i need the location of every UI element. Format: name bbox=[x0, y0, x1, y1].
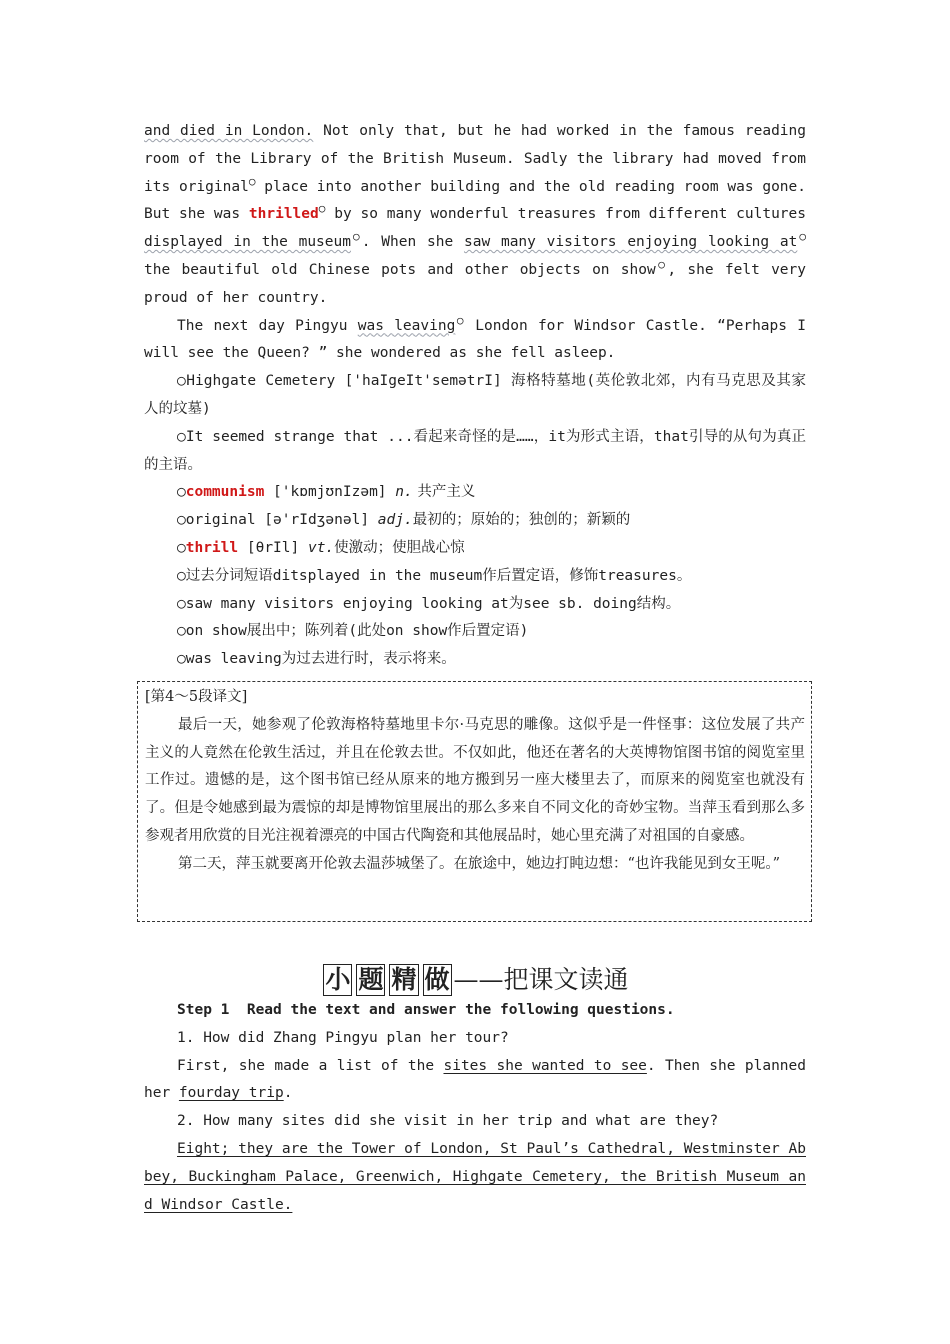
note-bullet: ○ bbox=[177, 539, 186, 556]
heading-char-2: 题 bbox=[358, 965, 384, 994]
answer-blank: sites she wanted to see bbox=[443, 1057, 647, 1074]
passage-text: The next day Pingyu bbox=[177, 317, 358, 334]
translation-paragraph-1: 最后一天，她参观了伦敦海格特墓地里卡尔·马克思的雕像。这似乎是一件怪事：这位发展了共产主义的人竟然在伦敦生活过，并且在伦敦去世。不仅如此，他还在著名的大英博物馆图书馆的阅览室里工作过。遗憾的是，这个图书馆已经从原来的地方搬到另一座大楼里去了，而原来的阅览室也就没有了。但是令她感到最为震惊的却是博物馆里展出的那么多来自不同文化的奇妙宝物。当萍玉看到那么多参观者用欣赏的目光注视着漂亮的中国古代陶瓷和其他展品时，她心里充满了对祖国的自豪感。 bbox=[145, 716, 805, 844]
question-1: 1. How did Zhang Pingyu plan her tour? bbox=[177, 1029, 509, 1046]
answer-text: . Then she planned her bbox=[144, 1057, 806, 1102]
note-highgate bbox=[144, 368, 806, 424]
note-marker: ○ bbox=[248, 174, 256, 188]
passage-text: Not only that, but he had worked in the famous reading room of the Library of the British Museum. Sadly the library had moved from its bbox=[144, 123, 806, 195]
note-text: 使激动；使胆战心惊 bbox=[334, 539, 465, 556]
note-text: ['kɒmjʊnIzəm] bbox=[264, 484, 396, 501]
note-bullet: ○ bbox=[177, 373, 187, 390]
translation-paragraph-2: 第二天，萍玉就要离开伦敦去温莎城堡了。在旅途中，她边打盹边想：“也许我能见到女王呢。” bbox=[178, 855, 781, 872]
keyword-thrilled: thrilled bbox=[248, 206, 319, 223]
note-keyword: communism bbox=[185, 484, 265, 501]
answer-blank: Eight; they are the Tower of London, St Paul’s Cathedral, Westminster Abbey, Buckingham Palace, Greenwich, Highgate Cemetery, the British Museum and Windsor Castle. bbox=[144, 1140, 806, 1213]
part-of-speech: n. bbox=[395, 484, 413, 501]
note-marker: ○ bbox=[797, 230, 806, 244]
exercise-section bbox=[144, 997, 806, 1219]
answer-blank: fourday trip bbox=[178, 1085, 284, 1102]
note-text: It seemed strange that ...看起来奇怪的是……，it为形式主语，that引导的从句为真正的主语。 bbox=[144, 428, 807, 473]
passage-paragraph-5 bbox=[144, 313, 806, 369]
note-text: was leaving为过去进行时，表示将来。 bbox=[185, 651, 456, 668]
note-bullet: ○ bbox=[177, 428, 186, 445]
note-it-seemed bbox=[144, 424, 806, 480]
note-text: Highgate Cemetery ['haIgeIt'semətrI] 海格特墓地(英伦敦北郊，内有马克思及其家人的坟墓) bbox=[144, 373, 806, 417]
passage-text: , she felt very proud of her country. bbox=[144, 261, 806, 306]
note-keyword: thrill bbox=[185, 539, 239, 556]
note-on-show bbox=[144, 618, 806, 646]
passage-text: place into another building and the old reading room was gone. But she was bbox=[144, 178, 806, 223]
part-of-speech: vt. bbox=[307, 539, 335, 556]
note-marker: ○ bbox=[318, 202, 326, 216]
note-text: 过去分词短语ditsplayed in the museum作后置定语，修饰treasures。 bbox=[185, 567, 692, 584]
note-displayed bbox=[144, 563, 806, 591]
answer-2 bbox=[144, 1136, 806, 1219]
note-bullet: ○ bbox=[177, 512, 186, 529]
passage-text: London for Windsor Castle. “Perhaps I will see the Queen? ” she wondered as she fell asleep. bbox=[144, 317, 806, 362]
note-text: 最初的；原始的；独创的；新颖的 bbox=[412, 512, 631, 529]
note-thrill bbox=[144, 535, 806, 563]
phrase-died-in-london: and died in London. bbox=[144, 123, 314, 139]
heading-subtitle: ——把课文读通 bbox=[453, 965, 629, 994]
note-bullet: ○ bbox=[177, 651, 186, 668]
translation-box bbox=[137, 681, 812, 922]
note-text: saw many visitors enjoying looking at为see sb. doing结构。 bbox=[185, 595, 681, 612]
question-2: 2. How many sites did she visit in her trip and what are they? bbox=[177, 1113, 719, 1130]
note-communism bbox=[144, 479, 806, 507]
note-marker: ○ bbox=[350, 230, 362, 244]
heading-char-1: 小 bbox=[325, 965, 351, 994]
passage bbox=[144, 118, 806, 674]
note-bullet: ○ bbox=[177, 595, 186, 612]
passage-text: . When she bbox=[361, 234, 464, 251]
word-original: original bbox=[178, 178, 249, 195]
note-bullet: ○ bbox=[177, 623, 186, 640]
part-of-speech: adj. bbox=[377, 512, 413, 529]
phrase-saw-visitors: saw many visitors enjoying looking at bbox=[463, 234, 798, 251]
note-text: original [ə'rIdʒənəl] bbox=[185, 512, 378, 529]
note-was-leaving bbox=[144, 646, 806, 674]
phrase-displayed: displayed in the museum bbox=[144, 234, 351, 251]
heading-char-4: 做 bbox=[424, 965, 450, 994]
note-saw bbox=[144, 591, 806, 619]
step-instruction: Step 1 Read the text and answer the following questions. bbox=[177, 1002, 675, 1018]
passage-text: by so many wonderful treasures from different cultures bbox=[325, 206, 806, 223]
heading-char-3: 精 bbox=[391, 965, 417, 994]
note-bullet: ○ bbox=[177, 567, 186, 584]
note-original bbox=[144, 507, 806, 535]
note-text: on show展出中；陈列着(此处on show作后置定语) bbox=[185, 623, 529, 640]
phrase-was-leaving: was leaving bbox=[357, 317, 456, 334]
note-marker: ○ bbox=[455, 313, 466, 327]
translation-title: [第4～5段译文] bbox=[145, 689, 248, 705]
answer-1 bbox=[144, 1053, 806, 1109]
passage-paragraph-4 bbox=[144, 118, 806, 313]
note-marker: ○ bbox=[655, 257, 668, 271]
passage-text: the beautiful old Chinese pots and other objects on show bbox=[144, 261, 656, 278]
note-text: [θrIl] bbox=[238, 539, 308, 556]
answer-text: First, she made a list of the bbox=[177, 1057, 444, 1074]
section-heading bbox=[144, 960, 806, 996]
note-text: 共产主义 bbox=[412, 484, 476, 501]
answer-text: . bbox=[283, 1085, 293, 1102]
note-bullet: ○ bbox=[177, 484, 186, 501]
